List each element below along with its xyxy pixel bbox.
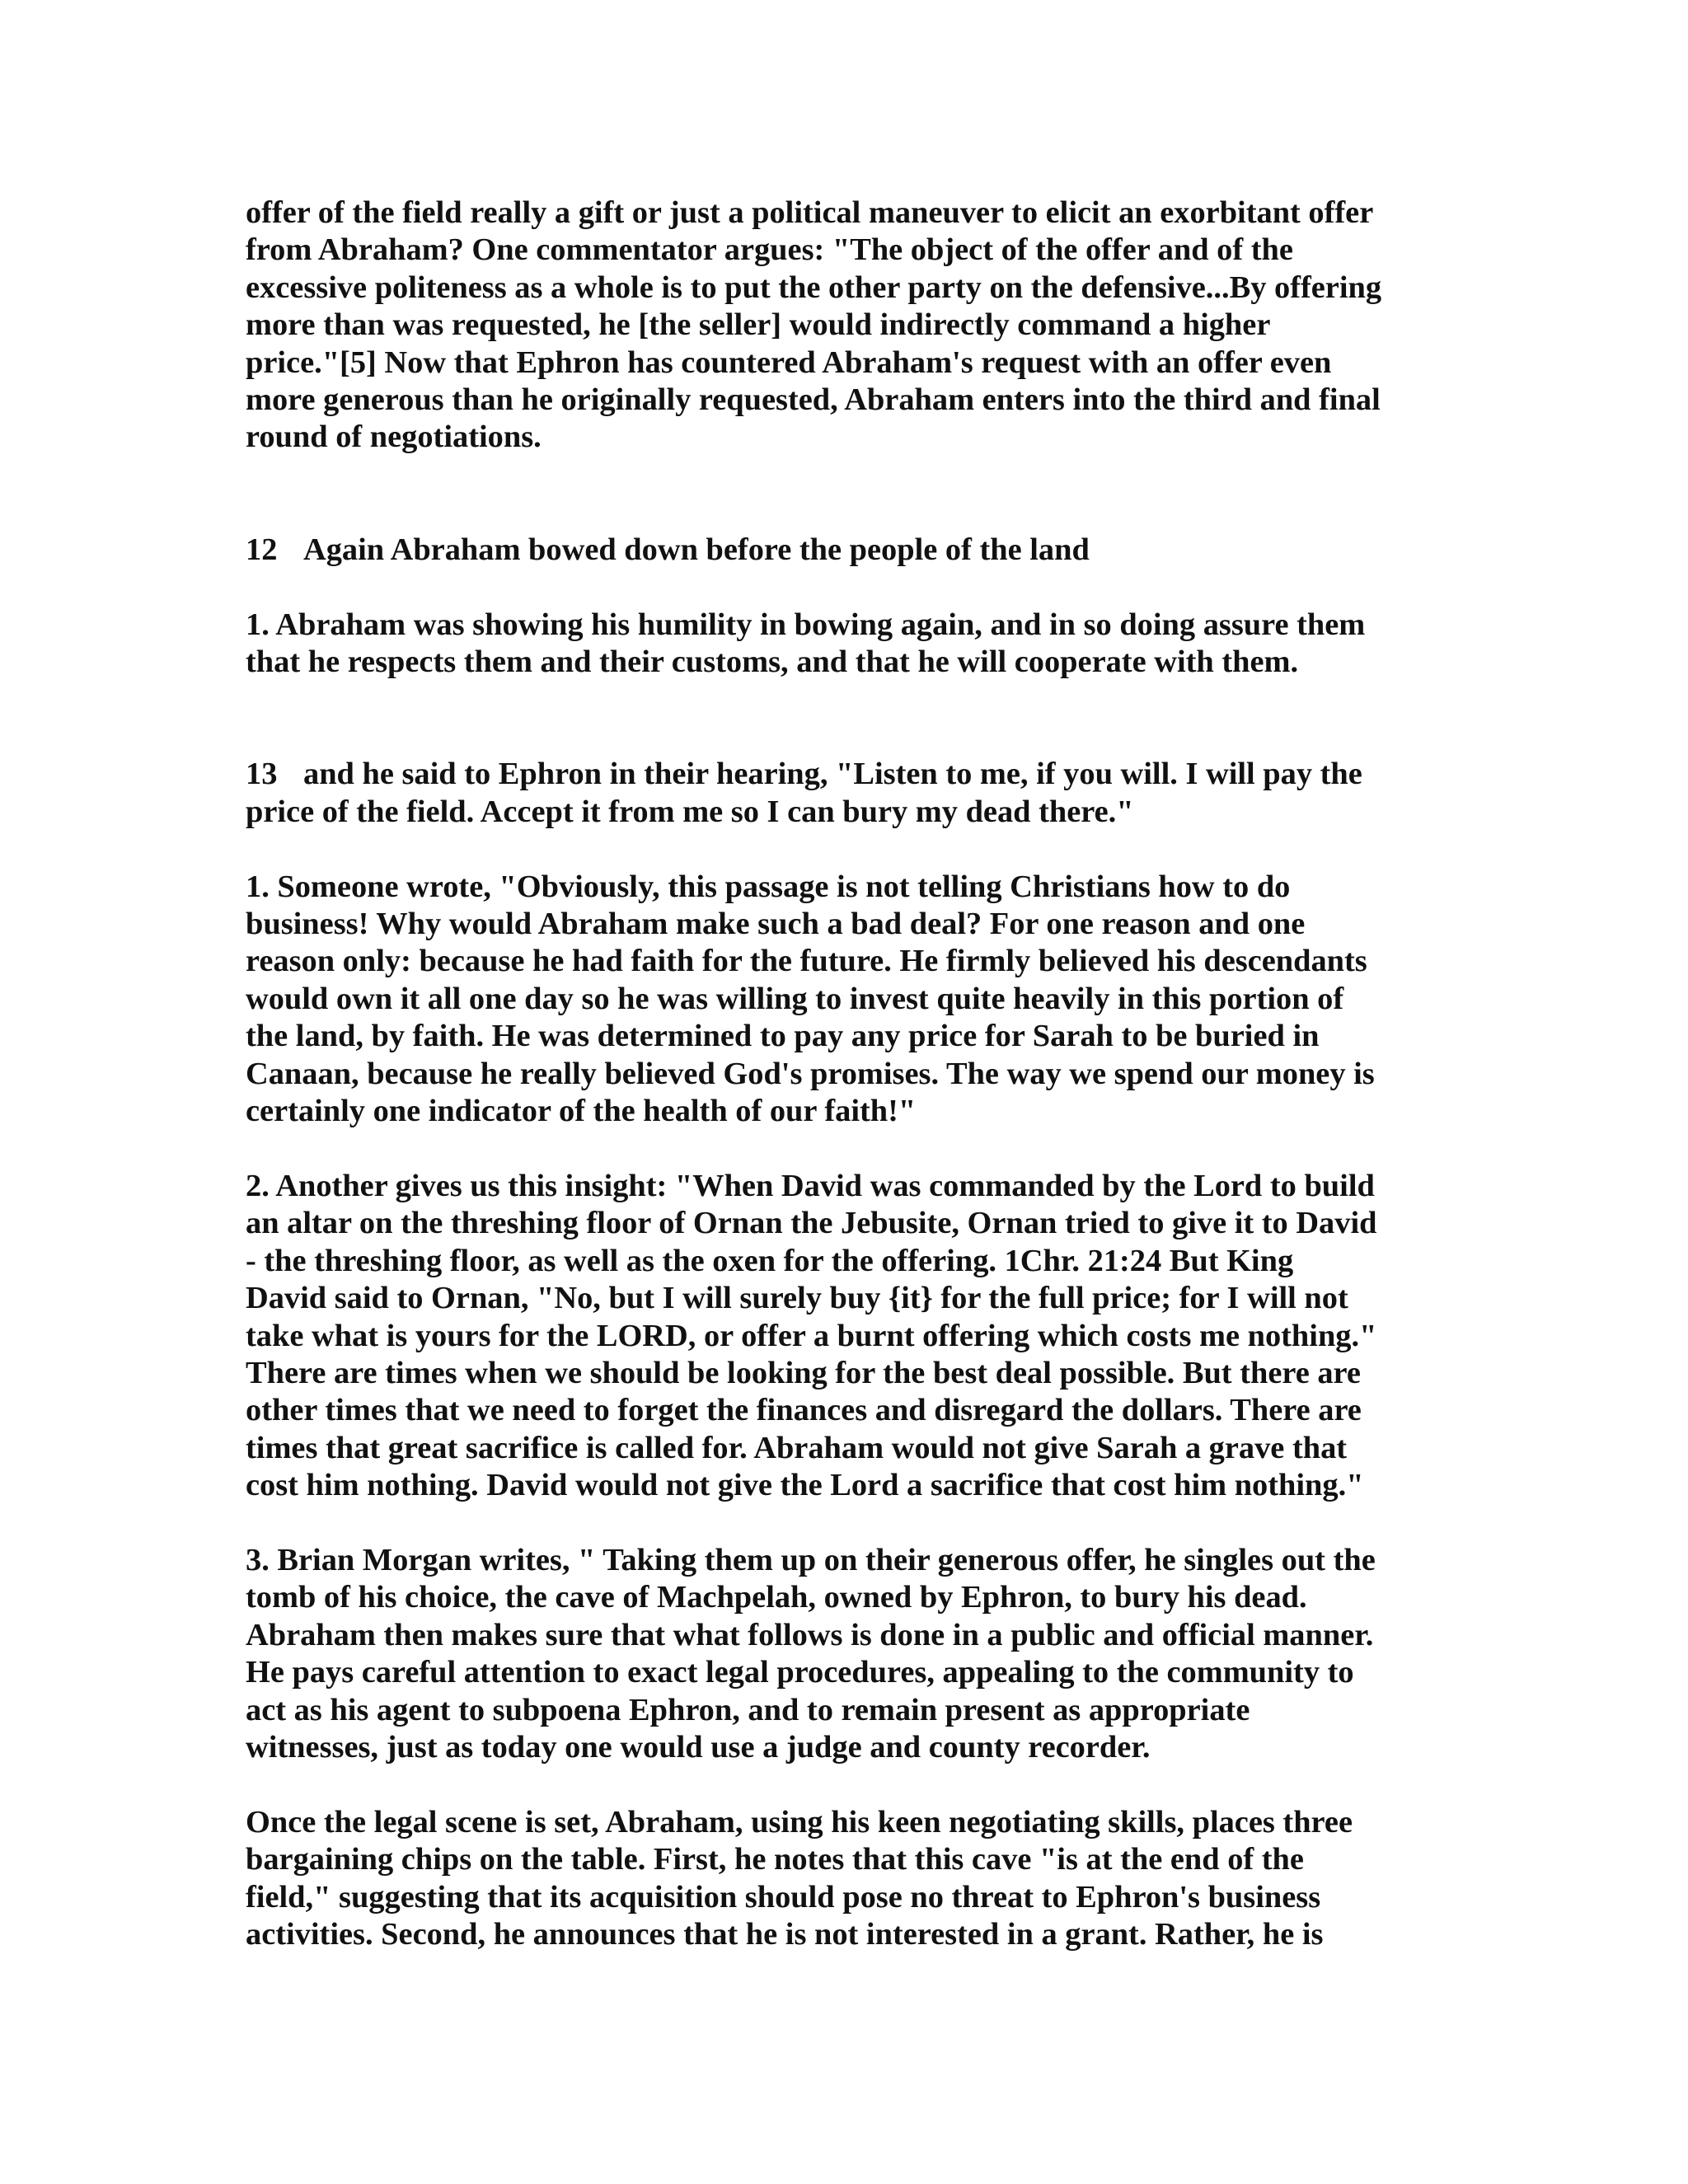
verse-13 [246,756,1451,831]
note-13-1 [246,869,1451,1131]
note-13-2 [246,1168,1451,1505]
text-line: - the threshing floor, as well as the oxen for the offering. 1Chr. 21:24 But King [246,1243,1294,1278]
verse-number: 13 [246,757,278,792]
text-line: that he respects them and their customs, and that he will cooperate with them. [246,644,1299,680]
text-line: take what is yours for the LORD, or offer a burnt offering which costs me nothing." [246,1318,1377,1353]
text-line: field," suggesting that its acquisition should pose no threat to Ephron's business [246,1879,1321,1915]
note-12-1 [246,607,1451,682]
note-13-3 [246,1542,1451,1766]
text-line: 1. Abraham was showing his humility in bowing again, and in so doing assure them [246,607,1366,642]
text-line: reason only: because he had faith for the future. He firmly believed his descendants [246,944,1367,979]
text-line: price."[5] Now that Ephron has countered Abraham's request with an offer even [246,344,1332,380]
document-page [246,194,1451,1953]
note-13-3-continued [246,1804,1451,1954]
text-line: Canaan, because he really believed God's promises. The way we spend our money is [246,1056,1375,1091]
text-line: the land, by faith. He was determined to pay any price for Sarah to be buried in [246,1019,1320,1054]
verse-number: 12 [246,532,278,567]
text-line: tomb of his choice, the cave of Machpelah, owned by Ephron, to bury his dead. [246,1580,1307,1615]
text-line: would own it all one day so he was willing to invest quite heavily in this portion of [246,981,1344,1016]
text-line: activities. Second, he announces that he is not interested in a grant. Rather, he is [246,1916,1324,1952]
text-line: more than was requested, he [the seller] would indirectly command a higher [246,307,1271,343]
text-line: times that great sacrifice is called for. Abraham would not give Sarah a grave that [246,1430,1348,1465]
text-line: 1. Someone wrote, "Obviously, this passage is not telling Christians how to do [246,869,1291,904]
text-line: certainly one indicator of the health of our faith!" [246,1094,917,1129]
text-line: act as his agent to subpoena Ephron, and to remain present as appropriate [246,1692,1250,1727]
verse-text: Again Abraham bowed down before the people of the land [303,532,1090,567]
text-line: witnesses, just as today one would use a judge and county recorder. [246,1729,1151,1765]
text-line: business! Why would Abraham make such a bad deal? For one reason and one [246,907,1306,942]
verse-text: and he said to Ephron in their hearing, "Listen to me, if you will. I will pay the [303,757,1362,792]
text-line: more generous than he originally requested, Abraham enters into the third and final [246,382,1381,418]
text-line: round of negotiations. [246,419,542,455]
verse-text: price of the field. Accept it from me so I can bury my dead there." [246,794,1134,829]
text-line: other times that we need to forget the finances and disregard the dollars. There are [246,1393,1362,1428]
text-line: an altar on the threshing floor of Ornan the Jebusite, Ornan tried to give it to David [246,1206,1377,1241]
text-line: There are times when we should be looking for the best deal possible. But there are [246,1355,1361,1390]
text-line: Once the legal scene is set, Abraham, using his keen negotiating skills, places three [246,1804,1353,1840]
text-line: 3. Brian Morgan writes, " Taking them up on their generous offer, he singles out the [246,1542,1376,1577]
text-line: cost him nothing. David would not give the Lord a sacrifice that cost him nothing." [246,1468,1364,1503]
text-line: 2. Another gives us this insight: "When David was commanded by the Lord to build [246,1168,1375,1203]
text-line: Abraham then makes sure that what follows is done in a public and official manner. [246,1617,1374,1652]
text-line: He pays careful attention to exact legal procedures, appealing to the community to [246,1655,1354,1690]
intro-paragraph [246,194,1451,457]
text-line: bargaining chips on the table. First, he notes that this cave "is at the end of the [246,1842,1304,1877]
text-line: excessive politeness as a whole is to put the other party on the defensive...By offering [246,269,1382,305]
verse-12 [246,532,1451,569]
text-line: David said to Ornan, "No, but I will surely buy {it} for the full price; for I will not [246,1281,1348,1316]
text-line: from Abraham? One commentator argues: "The object of the offer and of the [246,232,1293,268]
text-line: offer of the field really a gift or just a political maneuver to elicit an exorbitant offer [246,195,1374,230]
